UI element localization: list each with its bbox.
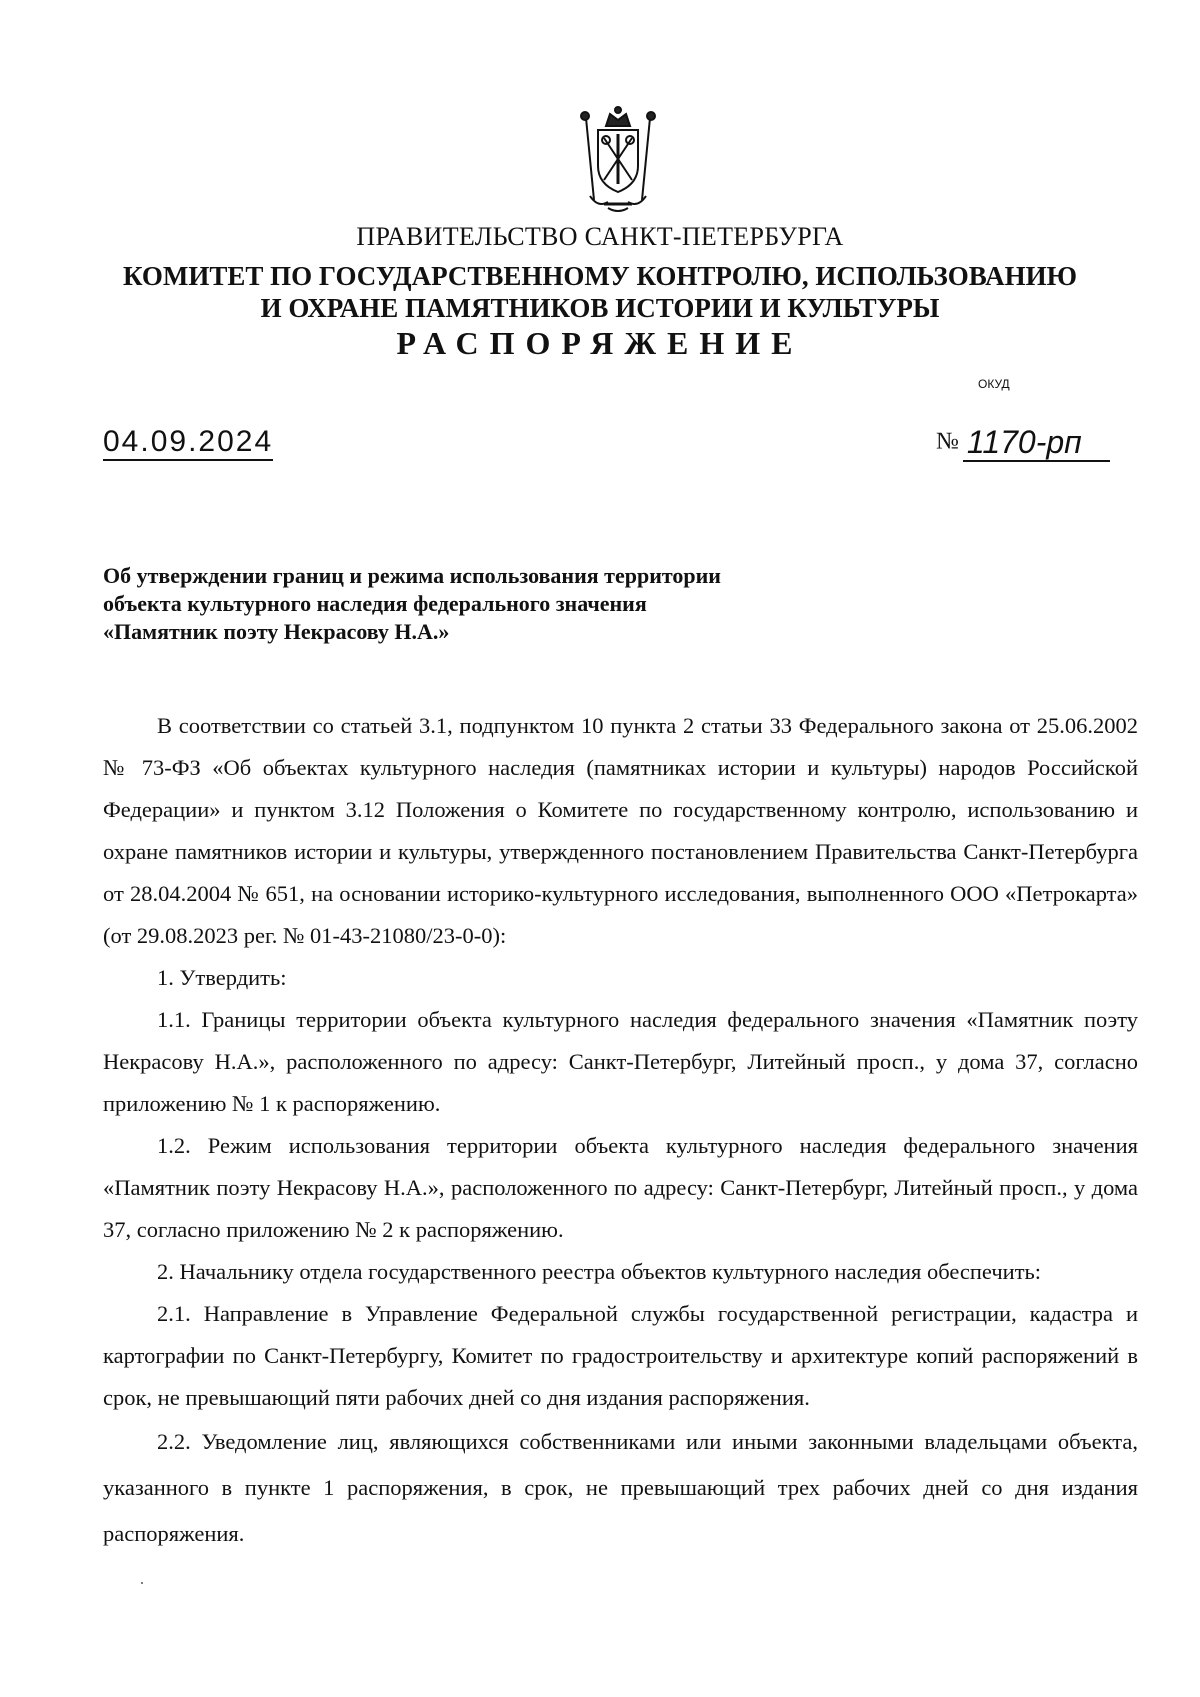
subject-line-3: «Памятник поэту Некрасову Н.А.» [103, 619, 450, 644]
document-number [936, 425, 1110, 459]
clause-1-2: 1.2. Режим использования территории объекта культурного наследия федерального значения «Памятник поэту Некрасову Н.А.», расположенного по адресу: Санкт-Петербург, Литейный просп., у дома 37, согласно приложению № 2 к распоряжению. [103, 1133, 1138, 1242]
subject-line-2: объекта культурного наследия федерального значения [103, 591, 647, 616]
clause-2: 2. Начальнику отдела государственного реестра объектов культурного наследия обеспечить: [157, 1259, 1042, 1284]
clause-2-2: 2.2. Уведомление лиц, являющихся собственниками или иными законными владельцами объекта, указанного в пункте 1 распоряжения, в срок, не превышающий трех рабочих дней со дня издания распоряжения. [103, 1429, 1138, 1546]
document-number-value: 1170-рп [963, 424, 1110, 462]
document-type-title: РАСПОРЯЖЕНИЕ [396, 325, 804, 361]
government-title: ПРАВИТЕЛЬСТВО САНКТ-ПЕТЕРБУРГА [356, 222, 844, 251]
document-date: 04.09.2024 [103, 425, 273, 461]
clause-1: 1. Утвердить: [157, 965, 287, 990]
document-subject [103, 562, 823, 646]
subject-line-1: Об утверждении границ и режима использования территории [103, 563, 721, 588]
committee-title-line-2: И ОХРАНЕ ПАМЯТНИКОВ ИСТОРИИ И КУЛЬТУРЫ [260, 293, 940, 323]
committee-title [0, 260, 1200, 324]
okud-label: ОКУД [978, 377, 1010, 391]
document-body [103, 705, 1138, 1557]
clause-2-1: 2.1. Направление в Управление Федеральной службы государственной регистрации, кадастра и картографии по Санкт-Петербургу, Комитет по градостроительству и архитектуре копий распоряжений в срок, не превышающий пяти рабочих дней со дня издания распоряжения. [103, 1301, 1138, 1410]
saint-petersburg-coat-of-arms-icon [568, 104, 668, 216]
number-sign: № [936, 428, 959, 455]
clause-1-1: 1.1. Границы территории объекта культурного наследия федерального значения «Памятник поэту Некрасову Н.А.», расположенного по адресу: Санкт-Петербург, Литейный просп., у дома 37, согласно приложению № 1 к распоряжению. [103, 1007, 1138, 1116]
scan-speck [141, 1582, 143, 1584]
committee-title-line-1: КОМИТЕТ ПО ГОСУДАРСТВЕННОМУ КОНТРОЛЮ, ИСПОЛЬЗОВАНИЮ [123, 261, 1077, 291]
preamble-paragraph: В соответствии со статьей 3.1, подпунктом 10 пункта 2 статьи 33 Федерального закона от 25.06.2002 № 73-ФЗ «Об объектах культурного наследия (памятниках истории и культуры) народов Российской Федерации» и пунктом 3.12 Положения о Комитете по государственному контролю, использованию и охране памятников истории и культуры, утвержденного постановлением Правительства Санкт-Петербурга от 28.04.2004 № 651, на основании историко-культурного исследования, выполненного ООО «Петрокарта» (от 29.08.2023 рег. № 01-43-21080/23-0-0): [103, 713, 1138, 948]
